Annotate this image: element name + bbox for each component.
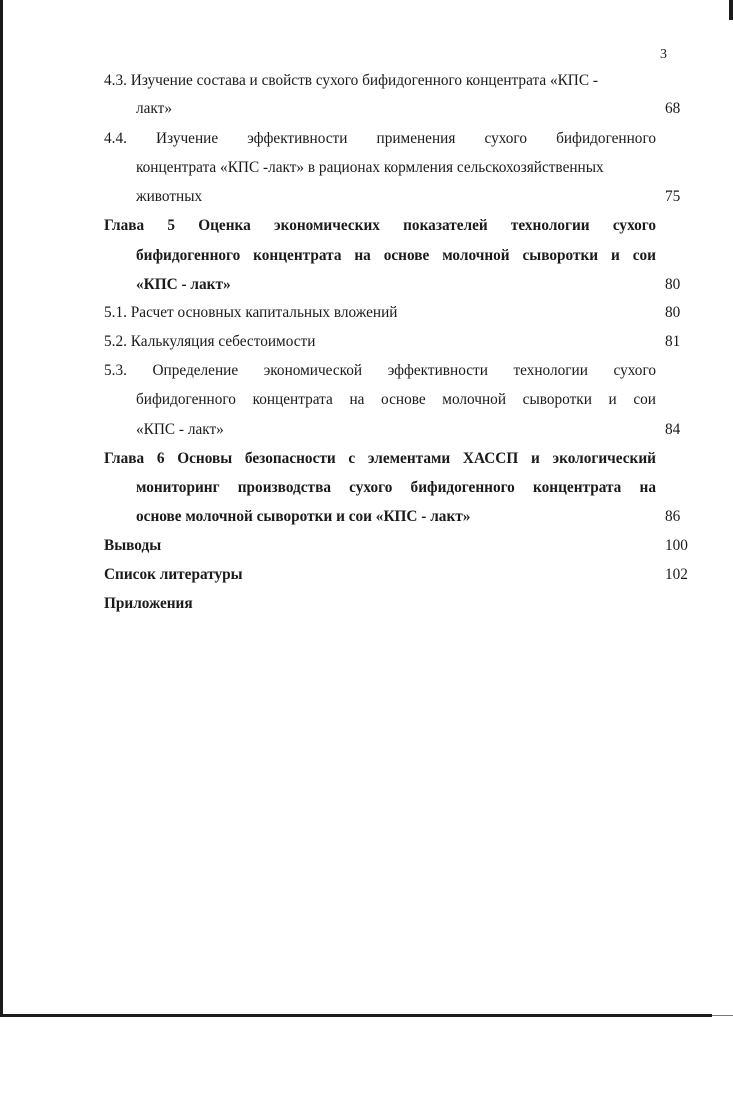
toc-entry-4-3-page: 68 <box>665 100 681 117</box>
toc-chapter-6-line-1: Глава 6 Основы безопасности с элементами ХАССП и экологический <box>104 450 656 467</box>
toc-chapter-6-page: 86 <box>665 508 681 525</box>
toc-entry-4-4-page: 75 <box>665 188 681 205</box>
toc-entry-5-3-line-3: «КПС - лакт» <box>136 421 224 438</box>
toc-entry-5-3-line-1: 5.3. Определение экономической эффективности технологии сухого <box>104 362 656 379</box>
toc-entry-5-1: 5.1. Расчет основных капитальных вложений <box>104 304 398 321</box>
scan-border-left <box>0 0 3 1017</box>
toc-references: Список литературы <box>104 566 243 583</box>
toc-entry-5-1-page: 80 <box>665 304 681 321</box>
toc-references-page: 102 <box>665 566 688 583</box>
toc-chapter-5-line-3: «КПС - лакт» <box>136 276 231 293</box>
toc-chapter-5-line-1: Глава 5 Оценка экономических показателей технологии сухого <box>104 217 656 234</box>
scan-border-bottom-tail <box>712 1015 733 1016</box>
scan-border-bottom <box>0 1014 712 1017</box>
toc-entry-4-4-line-2: концентрата «КПС -лакт» в рационах кормления сельскохозяйственных <box>136 159 604 176</box>
scan-border-right-mark <box>729 0 733 20</box>
toc-entry-4-3-line-1: 4.3. Изучение состава и свойств сухого бифидогенного концентрата «КПС - <box>104 72 598 89</box>
toc-entry-5-3-line-2: бифидогенного концентрата на основе молочной сыворотки и сои <box>136 391 656 408</box>
toc-entry-4-4-line-3: животных <box>136 188 203 205</box>
toc-conclusions-page: 100 <box>665 537 688 554</box>
toc-entry-5-2-page: 81 <box>665 333 681 350</box>
toc-chapter-5-page: 80 <box>665 276 681 293</box>
toc-entry-4-3-line-2: лакт» <box>136 100 172 117</box>
toc-chapter-6-line-2: мониторинг производства сухого бифидогенного концентрата на <box>136 479 656 496</box>
toc-entry-5-3-page: 84 <box>665 421 681 438</box>
page-number: 3 <box>660 47 667 62</box>
toc-chapter-6-line-3: основе молочной сыворотки и сои «КПС - лакт» <box>136 508 471 525</box>
toc-entry-5-2: 5.2. Калькуляция себестоимости <box>104 333 316 350</box>
toc-appendices: Приложения <box>104 595 193 612</box>
toc-entry-4-4-line-1: 4.4. Изучение эффективности применения сухого бифидогенного <box>104 130 656 147</box>
toc-chapter-5-line-2: бифидогенного концентрата на основе молочной сыворотки и сои <box>136 247 656 264</box>
toc-conclusions: Выводы <box>104 537 162 554</box>
